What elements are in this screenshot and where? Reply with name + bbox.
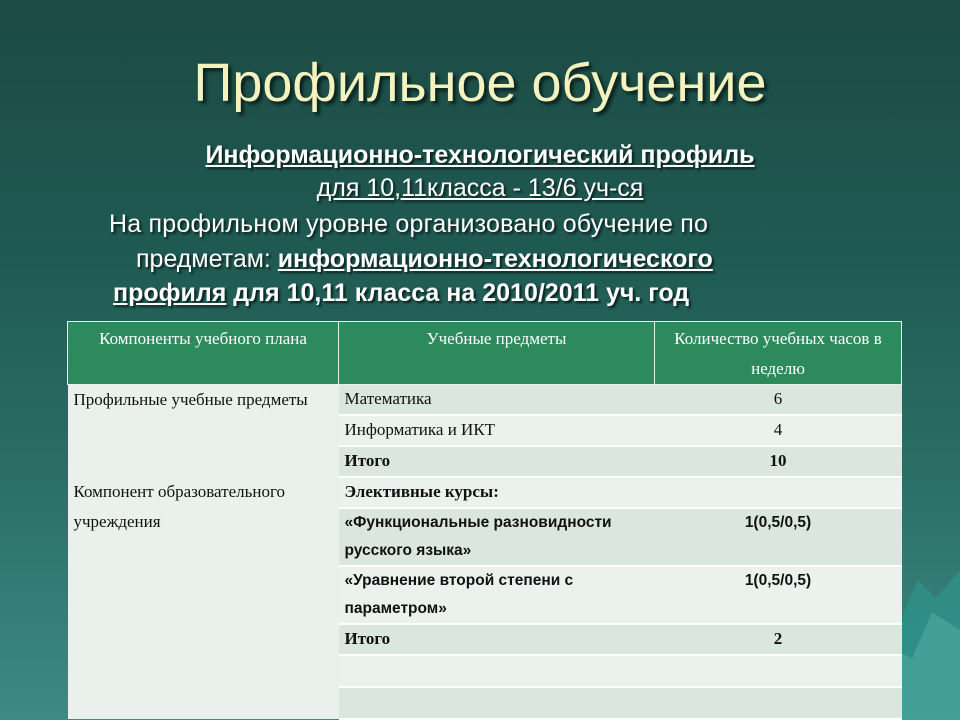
empty-cell bbox=[655, 687, 902, 719]
description-line-2 bbox=[136, 245, 713, 274]
component-profile: Профильные учебные предметы bbox=[68, 385, 339, 478]
profile-classes: для 10,11класса - 13/6 уч-ся bbox=[316, 174, 644, 202]
table-header-row bbox=[68, 322, 902, 385]
description-profile-word: профиля bbox=[113, 279, 227, 307]
subject-cell: «Уравнение второй степени с параметром» bbox=[339, 566, 655, 624]
hours-cell: 4 bbox=[655, 415, 902, 446]
empty-cell bbox=[339, 687, 655, 719]
description-line-1: На профильном уровне организовано обучение по bbox=[109, 210, 709, 238]
slide-title: Профильное обучение bbox=[193, 53, 767, 113]
subject-total: Итого bbox=[339, 446, 655, 477]
hours-cell: 6 bbox=[655, 385, 902, 416]
subject-total: Итого bbox=[339, 624, 655, 655]
description-subject-bold: информационно-технологического bbox=[277, 245, 713, 273]
header-subjects: Учебные предметы bbox=[339, 322, 655, 385]
description-year: для 10,11 класса на 2010/2011 уч. год bbox=[226, 279, 690, 307]
table-row bbox=[68, 385, 902, 416]
header-components: Компоненты учебного плана bbox=[68, 322, 339, 385]
header-hours: Количество учебных часов в неделю bbox=[655, 322, 902, 385]
subject-cell: «Функциональные разновидности русского языка» bbox=[339, 508, 655, 566]
hours-total: 2 bbox=[655, 624, 902, 655]
description-prefix: предметам: bbox=[136, 245, 278, 273]
subject-cell: Математика bbox=[339, 385, 655, 416]
description-line-3 bbox=[113, 279, 689, 308]
curriculum-table bbox=[67, 321, 902, 720]
elective-label: Элективные курсы: bbox=[339, 477, 902, 508]
empty-cell bbox=[339, 655, 655, 687]
subject-cell: Информатика и ИКТ bbox=[339, 415, 655, 446]
hours-cell: 1(0,5/0,5) bbox=[655, 566, 902, 624]
component-school: Компонент образовательного учреждения bbox=[68, 477, 339, 719]
hours-total: 10 bbox=[655, 446, 902, 477]
table-row bbox=[68, 477, 902, 508]
profile-heading: Информационно-технологический профиль bbox=[205, 141, 755, 169]
empty-cell bbox=[655, 655, 902, 687]
hours-cell: 1(0,5/0,5) bbox=[655, 508, 902, 566]
